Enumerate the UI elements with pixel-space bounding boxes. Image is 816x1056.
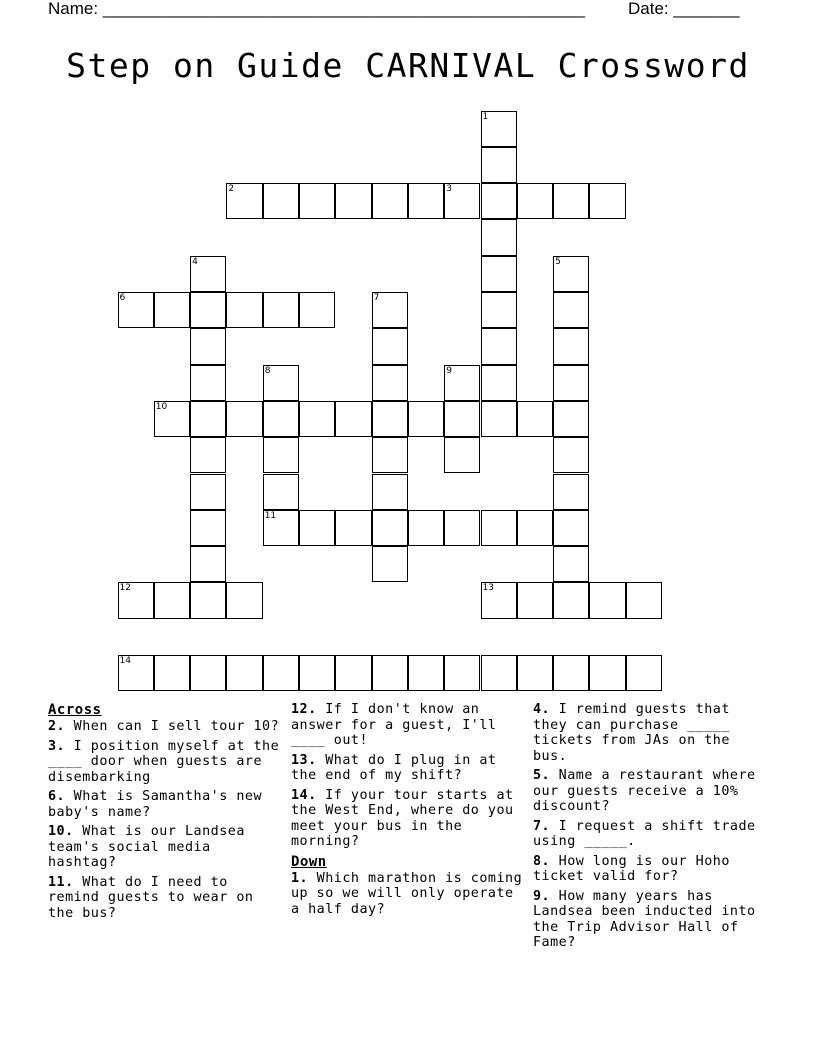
clue-number-label: 3. [48, 738, 66, 754]
clue-item [291, 871, 525, 918]
clue-item [533, 702, 767, 764]
clue-text: How long is our Hoho ticket valid for? [533, 853, 730, 884]
grid-cell[interactable] [408, 510, 444, 546]
grid-cell[interactable] [335, 510, 371, 546]
grid-cell[interactable] [299, 401, 335, 437]
grid-cell[interactable] [481, 655, 517, 691]
grid-cell[interactable] [263, 474, 299, 510]
clue-text: When can I sell tour 10? [65, 719, 280, 734]
grid-cell[interactable] [154, 582, 190, 618]
grid-cell[interactable] [553, 546, 589, 582]
grid-cell[interactable] [481, 401, 517, 437]
grid-cell[interactable] [226, 401, 262, 437]
clue-number: 1 [482, 111, 489, 122]
grid-cell[interactable] [372, 183, 408, 219]
clue-text: I position myself at the ____ door when guests are disembarking [48, 738, 280, 785]
grid-cell[interactable] [481, 147, 517, 183]
grid-cell[interactable] [553, 292, 589, 328]
clue-number-label: 10. [48, 824, 74, 839]
clue-number: 10 [155, 401, 168, 412]
grid-cell[interactable] [517, 510, 553, 546]
grid-cell[interactable] [154, 292, 190, 328]
clue-item [291, 702, 525, 749]
grid-cell[interactable] [190, 510, 226, 546]
grid-cell[interactable] [263, 183, 299, 219]
clue-number: 4 [192, 256, 198, 267]
clue-item [48, 824, 280, 871]
grid-cell[interactable] [481, 219, 517, 255]
clue-item [48, 719, 280, 735]
grid-cell[interactable] [553, 474, 589, 510]
grid-cell[interactable] [553, 365, 589, 401]
clue-text: What do I need to remind guests to wear on the bus? [48, 874, 254, 921]
grid-cell[interactable] [517, 401, 553, 437]
grid-cell[interactable] [408, 655, 444, 691]
clue-number-label: 2. [48, 719, 66, 734]
grid-cell[interactable] [263, 655, 299, 691]
grid-cell[interactable] [190, 546, 226, 582]
grid-cell[interactable] [335, 183, 371, 219]
grid-cell[interactable] [154, 655, 190, 691]
grid-cell[interactable] [553, 183, 589, 219]
clue-number-label: 14. [291, 787, 317, 803]
grid-cell[interactable] [517, 183, 553, 219]
clue-item [533, 854, 767, 885]
grid-cell[interactable] [372, 328, 408, 364]
grid-cell[interactable] [517, 582, 553, 618]
grid-cell[interactable] [553, 582, 589, 618]
clue-number: 13 [482, 583, 494, 594]
grid-cell[interactable] [190, 655, 226, 691]
grid-cell[interactable] [481, 365, 517, 401]
grid-cell[interactable] [263, 401, 299, 437]
grid-cell[interactable] [553, 328, 589, 364]
grid-cell[interactable] [226, 292, 262, 328]
clue-text: How many years has Landsea been inducted into the Trip Advisor Hall of Fame? [533, 888, 756, 950]
grid-cell[interactable] [299, 510, 335, 546]
clue-number-label: 1. [291, 870, 309, 886]
grid-cell[interactable] [190, 328, 226, 364]
grid-cell[interactable] [626, 582, 662, 618]
grid-cell[interactable] [444, 401, 480, 437]
clue-number: 11 [264, 510, 277, 521]
clue-number: 6 [119, 293, 126, 303]
clue-text: I remind guests that they can purchase _____ tickets from JAs on the bus. [533, 702, 730, 764]
grid-cell[interactable] [372, 474, 408, 510]
clue-number: 9 [446, 365, 452, 376]
clue-item [291, 753, 525, 784]
grid-cell[interactable] [190, 365, 226, 401]
grid-cell[interactable] [372, 510, 408, 546]
down-heading: Down [291, 853, 327, 870]
grid-cell[interactable] [299, 655, 335, 691]
grid-cell[interactable] [553, 437, 589, 473]
clue-number: 5 [555, 256, 561, 267]
clue-column-1 [48, 702, 280, 925]
clue-item [48, 875, 280, 922]
grid-cell[interactable] [190, 437, 226, 473]
grid-cell[interactable] [190, 474, 226, 510]
grid-cell[interactable] [553, 510, 589, 546]
grid-cell[interactable] [372, 401, 408, 437]
grid-cell[interactable] [335, 655, 371, 691]
clue-text: What is Samantha's new baby's name? [48, 789, 263, 820]
grid-cell[interactable] [190, 582, 226, 618]
grid-cell[interactable] [372, 546, 408, 582]
date-field-label: Date: _______ [628, 0, 740, 18]
clue-number: 7 [373, 293, 380, 303]
grid-cell[interactable] [190, 401, 226, 437]
grid-cell[interactable] [553, 655, 589, 691]
clue-item [48, 789, 280, 820]
grid-cell[interactable] [517, 655, 553, 691]
grid-cell[interactable] [408, 183, 444, 219]
clue-number-label: 5. [533, 768, 551, 783]
clue-number-label: 6. [48, 789, 66, 804]
clue-number-label: 12. [291, 702, 317, 717]
clue-number-label: 8. [533, 853, 551, 869]
clue-text: Name a restaurant where our guests receive a 10% discount? [533, 768, 756, 814]
clue-column-3 [533, 702, 767, 955]
grid-cell[interactable] [589, 582, 625, 618]
grid-cell[interactable] [589, 655, 625, 691]
grid-cell[interactable] [481, 292, 517, 328]
grid-cell[interactable] [408, 401, 444, 437]
grid-cell[interactable] [481, 328, 517, 364]
grid-cell[interactable] [226, 655, 262, 691]
clue-number-label: 9. [533, 888, 551, 904]
clue-item [533, 819, 767, 850]
grid-cell[interactable] [481, 256, 517, 292]
clue-column-2 [291, 702, 525, 921]
clue-item [533, 889, 767, 951]
grid-cell[interactable] [190, 292, 226, 328]
clue-text: Which marathon is coming up so we will only operate a half day? [291, 870, 523, 917]
clue-text: I request a shift trade using _____. [533, 818, 756, 849]
grid-cell[interactable] [335, 401, 371, 437]
grid-cell[interactable] [626, 655, 662, 691]
clue-item [291, 788, 525, 850]
clue-text: What is our Landsea team's social media hashtag? [48, 824, 245, 870]
clue-text: What do I plug in at the end of my shift? [291, 752, 497, 783]
grid-cell[interactable] [553, 401, 589, 437]
clue-number-label: 4. [533, 702, 551, 717]
grid-cell[interactable] [226, 582, 262, 618]
grid-cell[interactable] [372, 365, 408, 401]
grid-cell[interactable] [299, 183, 335, 219]
clue-number-label: 11. [48, 874, 74, 890]
grid-cell[interactable] [444, 655, 480, 691]
clue-text: If your tour starts at the West End, where do you meet your bus in the morning? [291, 787, 514, 849]
grid-cell[interactable] [444, 510, 480, 546]
grid-cell[interactable] [263, 437, 299, 473]
across-heading: Across [48, 702, 102, 718]
grid-cell[interactable] [372, 437, 408, 473]
clue-item [48, 739, 280, 786]
clue-item [533, 768, 767, 815]
grid-cell[interactable] [372, 655, 408, 691]
grid-cell[interactable] [481, 510, 517, 546]
clue-number: 8 [264, 365, 271, 376]
clue-number: 14 [119, 656, 131, 666]
grid-cell[interactable] [263, 292, 299, 328]
grid-cell[interactable] [589, 183, 625, 219]
clue-number-label: 13. [291, 752, 317, 768]
page-title: Step on Guide CARNIVAL Crossword [66, 46, 750, 85]
clue-number: 2 [228, 184, 235, 195]
clue-number-label: 7. [533, 818, 551, 834]
clue-number: 12 [119, 583, 131, 594]
grid-cell[interactable] [444, 437, 480, 473]
grid-cell[interactable] [481, 183, 517, 219]
clue-text: If I don't know an answer for a guest, I'll ____ out! [291, 702, 497, 748]
grid-cell[interactable] [299, 292, 335, 328]
clue-number: 3 [446, 184, 452, 195]
name-field-label: Name: ___________________________________________________ [48, 0, 585, 18]
